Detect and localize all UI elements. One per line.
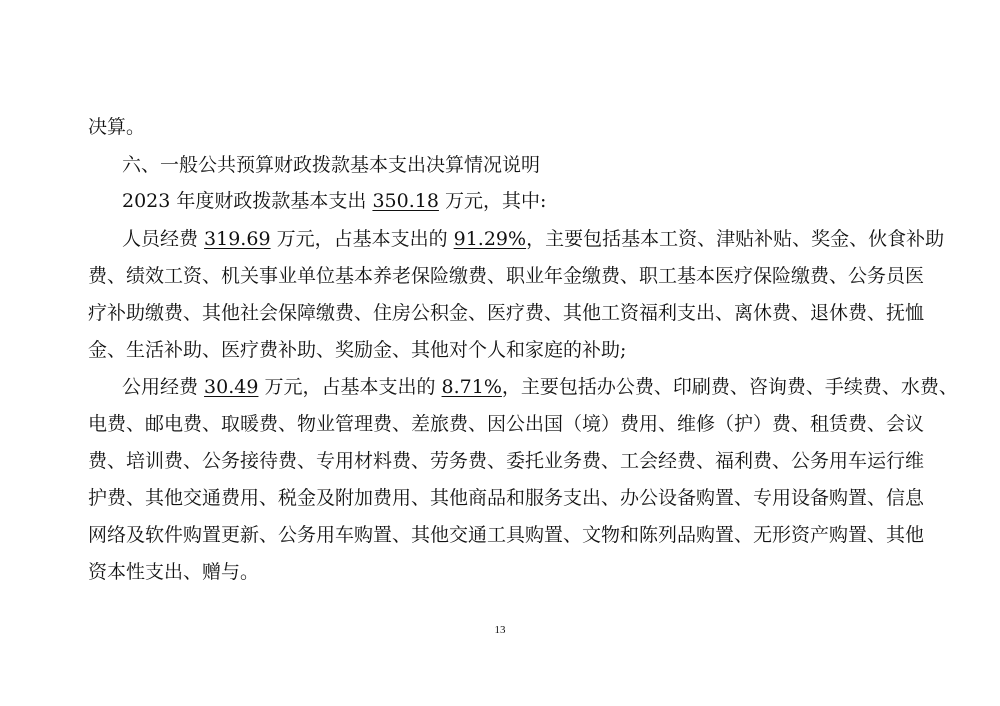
public-line: 护费、其他交通费用、税金及附加费用、其他商品和服务支出、办公设备购置、专用设备购置、信息 — [88, 487, 925, 509]
summary-line — [122, 188, 546, 214]
personnel-line: 疗补助缴费、其他社会保障缴费、住房公积金、医疗费、其他工资福利支出、离休费、退休费、抚恤 — [88, 302, 925, 324]
public-first-line — [122, 374, 958, 400]
personnel-text-2: 万元，占基本支出的 — [270, 228, 454, 250]
public-line: 网络及软件购置更新、公务用车购置、其他交通工具购置、文物和陈列品购置、无形资产购置、其他 — [88, 524, 925, 546]
public-line: 资本性支出、赠与。 — [88, 561, 260, 583]
summary-amount: 350.18 — [372, 190, 439, 212]
public-label: 公用经费 — [122, 376, 205, 398]
public-text-3: ，主要包括办公费、印刷费、咨询费、手续费、水费、 — [501, 376, 958, 398]
summary-suffix: 万元，其中: — [438, 190, 547, 212]
public-text-2: 万元，占基本支出的 — [258, 376, 442, 398]
personnel-text-3: ，主要包括基本工资、津贴补贴、奖金、伙食补助 — [526, 228, 945, 250]
summary-prefix: 2023 年度财政拨款基本支出 — [122, 190, 373, 212]
public-line: 电费、邮电费、取暖费、物业管理费、差旅费、因公出国（境）费用、维修（护）费、租赁费、会议 — [88, 413, 925, 435]
personnel-label: 人员经费 — [122, 228, 205, 250]
public-amount: 30.49 — [204, 376, 259, 398]
personnel-percent: 91.29% — [453, 228, 527, 250]
personnel-line: 金、生活补助、医疗费补助、奖励金、其他对个人和家庭的补助; — [88, 339, 627, 361]
public-line: 费、培训费、公务接待费、专用材料费、劳务费、委托业务费、工会经费、福利费、公务用车运行维 — [88, 450, 925, 472]
section-heading: 六、一般公共预算财政拨款基本支出决算情况说明 — [122, 154, 541, 176]
personnel-amount: 319.69 — [204, 228, 271, 250]
previous-paragraph-tail: 决算。 — [88, 116, 146, 138]
page-number: 13 — [494, 624, 506, 636]
personnel-first-line — [122, 226, 944, 252]
public-percent: 8.71% — [441, 376, 502, 398]
personnel-line: 费、绩效工资、机关事业单位基本养老保险缴费、职业年金缴费、职工基本医疗保险缴费、公务员医 — [88, 265, 925, 287]
